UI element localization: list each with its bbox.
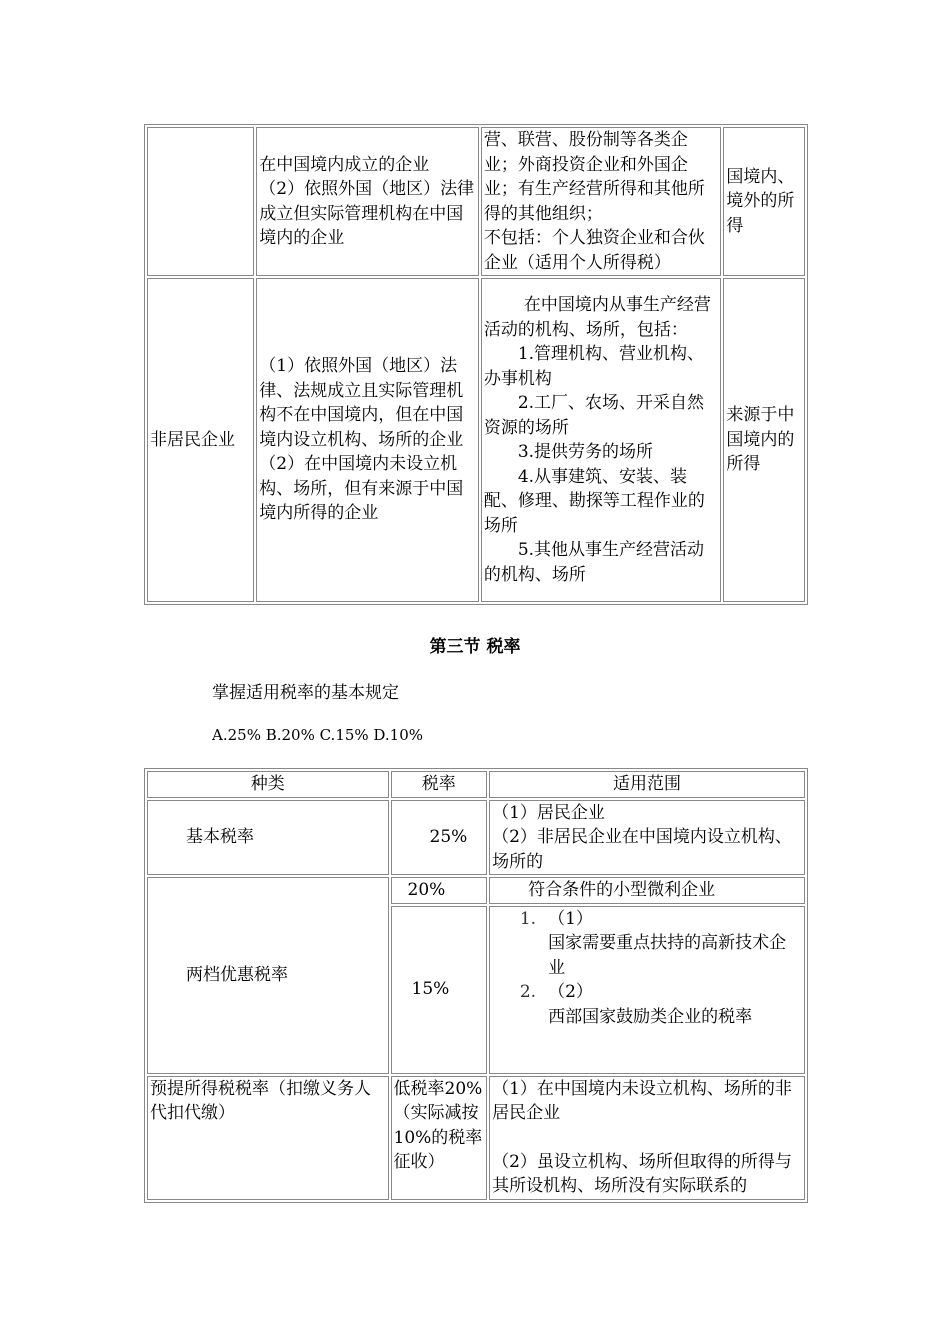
table-cell: 国境内、境外的所得 [723,127,805,276]
table-row [147,800,805,876]
table-row [147,278,805,602]
table-cell: 来源于中国境内的所得 [723,278,805,602]
list-text: 西部国家鼓励类企业的税率 [548,1006,753,1027]
table-cell: 符合条件的小型微利企业 [489,877,805,904]
list-number: 1. [519,908,537,929]
cell-text: 在中国境内成立的企业 [259,154,430,175]
cell-text: （1）居民企业 [492,802,605,823]
cell-text: （2）在中国境内未设立机构、场所，但有来源于中国境内所得的企业 [259,454,464,524]
cell-text: （1）依照外国（地区）法律、法规成立且实际管理机构不在中国境内，但在中国境内设立机构、场所的企业 [259,356,464,450]
table-header-row [147,771,805,798]
cell-text: （1）在中国境内未设立机构、场所的非居民企业 [492,1078,792,1123]
table-cell: 两档优惠税率 [147,877,389,1074]
cell-text: （2）依照外国（地区）法律成立但实际管理机构在中国境内的企业 [259,179,475,248]
list-text: 国家需要重点扶持的高新技术企业 [548,933,787,978]
table-cell: 低税率20%（实际减按10%的税率征收） [391,1076,488,1200]
cell-text: 在中国境内从事生产经营活动的机构、场所，包括： [483,295,711,340]
list-label: （2） [548,982,593,1002]
table-cell: 非居民企业 [147,278,254,602]
section-heading: 第三节 税率 [429,637,521,657]
cell-text: 4.从事建筑、安装、装配、修理、勘探等工程作业的场所 [483,466,705,536]
table-cell: 15% [391,906,488,1074]
enterprise-classification-table [144,124,808,605]
table-cell: 25% [391,800,488,876]
cell-text: 1.管理机构、营业机构、办事机构 [483,344,705,389]
header-cell: 种类 [147,771,389,798]
table-cell: 预提所得税税率（扣缴义务人代扣代缴） [147,1076,389,1200]
paragraph-options: A.25% B.20% C.15% D.10% [212,726,424,744]
header-cell: 适用范围 [489,771,805,798]
cell-text: 5.其他从事生产经营活动的机构、场所 [483,540,705,585]
table-row [147,877,805,904]
table-cell: 基本税率 [147,800,389,876]
list-item [492,980,802,1029]
table-cell [489,906,805,1074]
table-cell [489,1076,805,1200]
cell-text: 2.工厂、农场、开采自然资源的场所 [483,393,705,438]
table-cell [489,800,805,876]
cell-text: （2）虽设立机构、场所但取得的所得与其所设机构、场所没有实际联系的 [492,1151,792,1196]
list-number: 2. [519,982,537,1002]
table-cell: 20% [391,877,488,904]
list-item [492,907,802,981]
table-cell [481,278,722,602]
cell-text: 不包括：个人独资企业和合伙企业（适用个人所得税） [483,228,705,273]
cell-text: 3.提供劳务的场所 [517,442,654,462]
table-row [147,1076,805,1200]
paragraph: 掌握适用税率的基本规定 [212,683,399,703]
cell-text: （2）非居民企业在中国境内设立机构、场所的 [492,827,792,872]
tax-rate-table [144,768,808,1203]
list-label: （1） [548,908,593,929]
header-cell: 税率 [391,771,488,798]
table-cell [256,278,479,602]
table-row [147,127,805,276]
cell-text: 营、联营、股份制等各类企业；外商投资企业和外国企业；有生产经营所得和其他所得的其他组织； [483,130,705,224]
table-cell [256,127,479,276]
table-cell [481,127,722,276]
table-cell [147,127,254,276]
